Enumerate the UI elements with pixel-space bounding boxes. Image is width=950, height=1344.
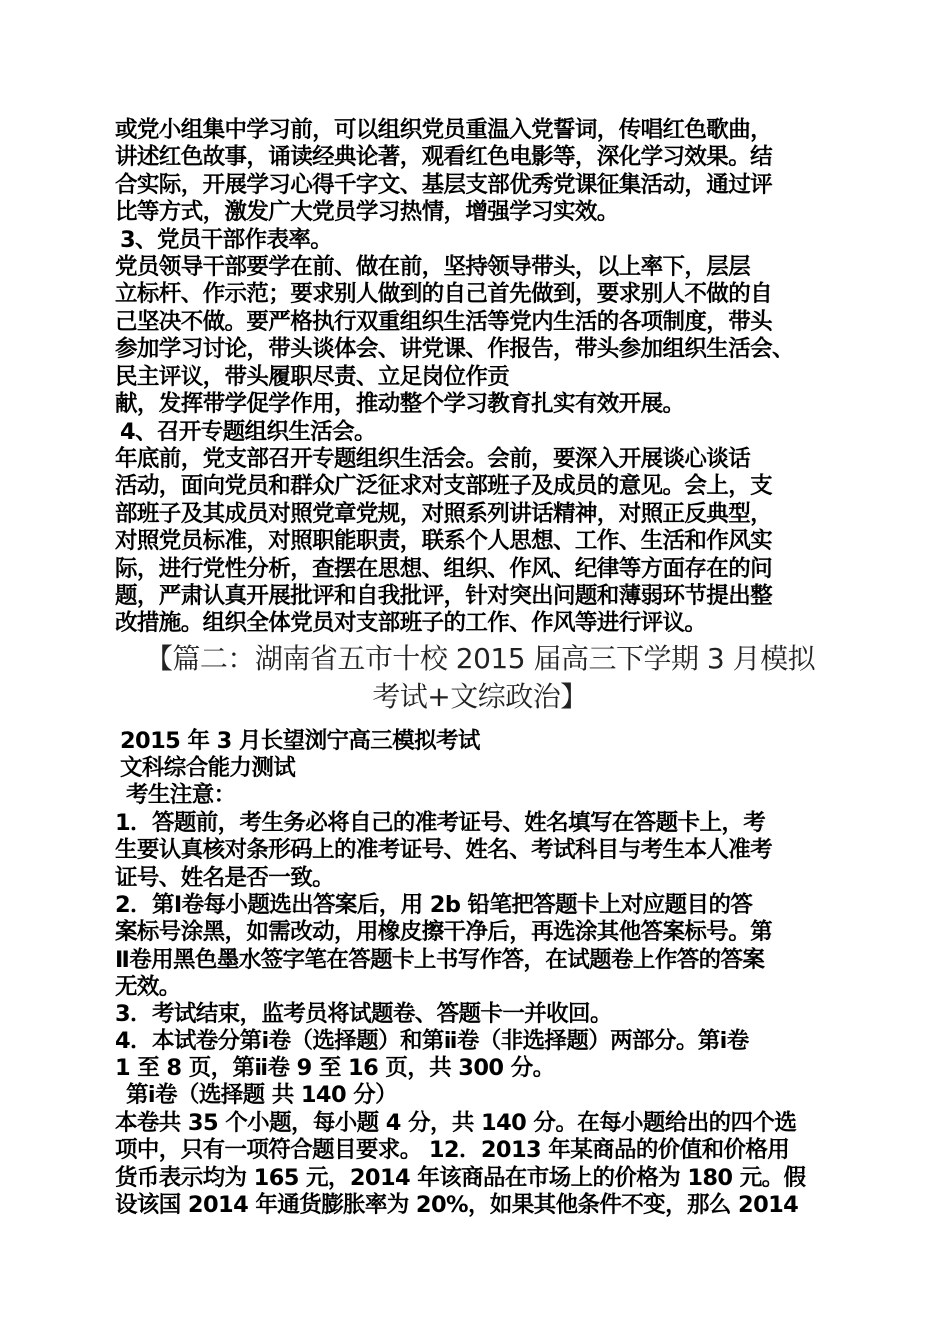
notice-label: 考生注意： (126, 782, 236, 808)
exam-title: 2015 年 3 月长望浏宁高三模拟考试 (120, 728, 480, 754)
exam-subtitle: 文科综合能力测试 (120, 755, 296, 781)
paragraph-cadres-lead: 党员领导干部要学在前、做在前，坚持领导带头，以上率下，层层 立标杆、作示范；要求别人做到的自己首先做到，要求别人不做的自 己坚决不做。要严格执行双重组织生活等党内生活的各项制度，带头 参加学习讨论，带头谈体会、讲党课、作报告，带头参加组织生活会、 民主评议，带头履职尽责、立足岗位作贡 献，发挥带学促学作用，推动整个学习教育扎实有效开展。 (115, 254, 794, 418)
notice-2: 2．第Ⅰ卷每小题选出答案后，用 2b 铅笔把答题卡上对应题目的答 案标号涂黑，如需改动，用橡皮擦干净后，再选涂其他答案标号。第 Ⅱ卷用黑色墨水签字笔在答题卡上书写作答，在试题卷上作答的答案 无效。 (115, 892, 773, 1001)
paragraph-study-methods: 或党小组集中学习前，可以组织党员重温入党誓词，传唱红色歌曲， 讲述红色故事，诵读经典论著，观看红色电影等，深化学习效果。结 合实际，开展学习心得千字文、基层支部优秀党课征集活动，通过评 比等方式，激发广大党员学习热情，增强学习实效。 (115, 117, 773, 226)
notice-4: 4．本试卷分第ⅰ卷（选择题）和第ⅱ卷（非选择题）两部分。第ⅰ卷 1 至 8 页，第ⅱ卷 9 至 16 页，共 300 分。 (115, 1028, 749, 1082)
notice-3: 3．考试结束，监考员将试题卷、答题卡一并收回。 (115, 1001, 612, 1027)
heading-item-3: 3、党员干部作表率。 (120, 227, 333, 253)
part-1-heading: 第ⅰ卷（选择题 共 140 分） (126, 1082, 398, 1108)
question-intro: 本卷共 35 个小题，每小题 4 分，共 140 分。在每小题给出的四个选 项中，只有一项符合题目要求。 12．2013 年某商品的价值和价格用 货币表示均为 165 元，2014 年该商品在市场上的价格为 180 元。假 设该国 2014 年通货膨胀率为 20%，如果其他条件不变，那么 2014 (115, 1110, 806, 1219)
section-title: 【篇二：湖南省五市十校 2015 届高三下学期 3 月模拟 考试+文综政治】 (144, 642, 816, 713)
heading-item-4: 4、召开专题组织生活会。 (120, 419, 376, 445)
paragraph-special-meeting: 年底前，党支部召开专题组织生活会。会前，要深入开展谈心谈话 活动，面向党员和群众广泛征求对支部班子及成员的意见。会上，支 部班子及其成员对照党章党规，对照系列讲话精神，对照正反典型， 对照党员标准，对照职能职责，联系个人思想、工作、生活和作风实 际，进行党性分析，查摆在思想、组织、作风、纪律等方面存在的问 题，严肃认真开展批评和自我批评，针对突出问题和薄弱环节提出整 改措施。组织全体党员对支部班子的工作、作风等进行评议。 (115, 446, 773, 637)
notice-1: 1．答题前，考生务必将自己的准考证号、姓名填写在答题卡上，考 生要认真核对条形码上的准考证号、姓名、考试科目与考生本人准考 证号、姓名是否一致。 (115, 810, 773, 891)
